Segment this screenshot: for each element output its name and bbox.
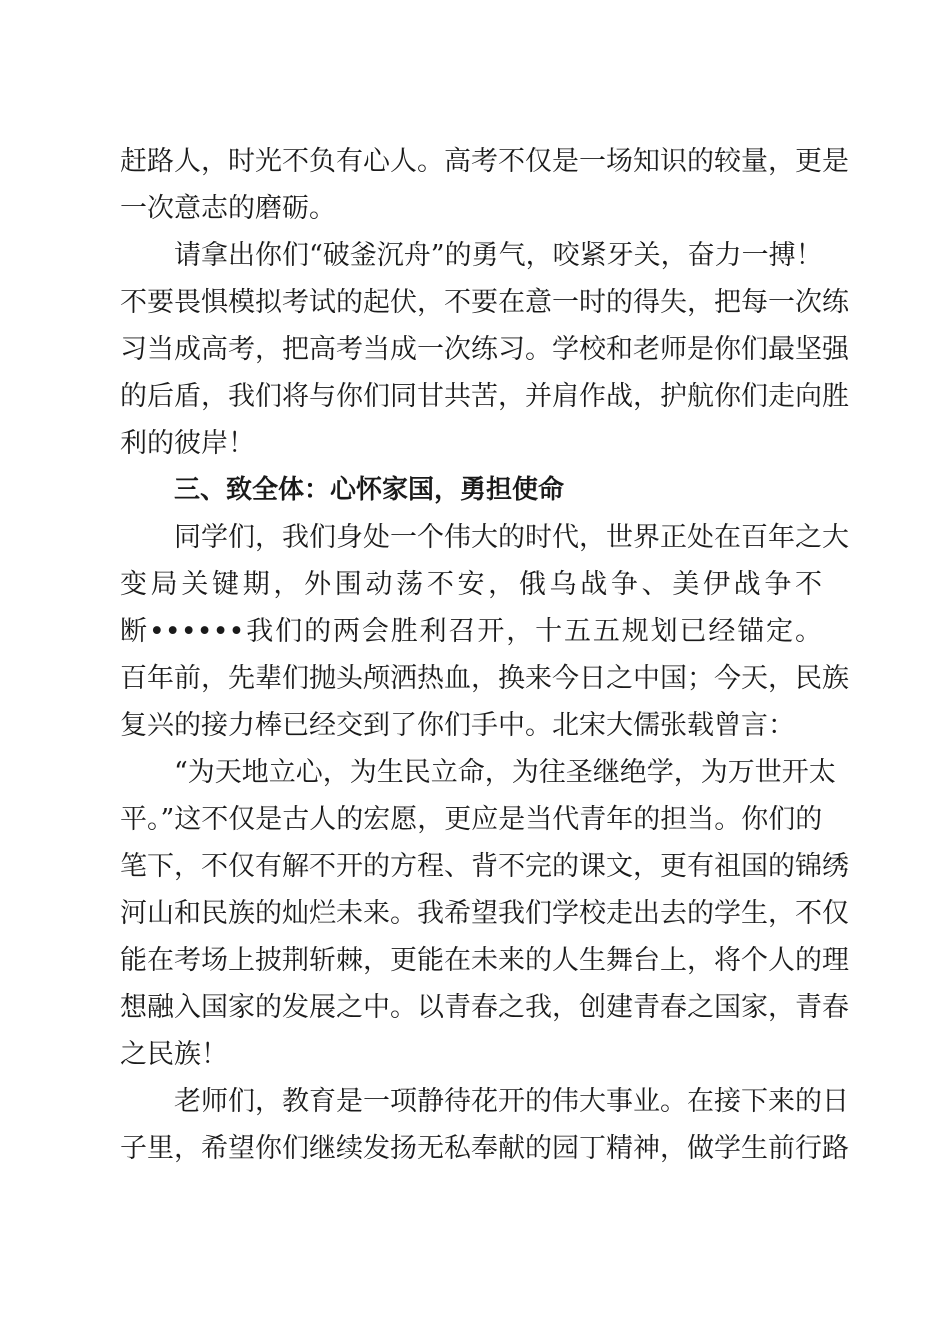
text-line: 变局关键期，外围动荡不安，俄乌战争、美伊战争不 — [120, 569, 822, 600]
text-line: 习当成高考，把高考当成一次练习。学校和老师是你们最坚强 — [120, 334, 849, 365]
text-line: 复兴的接力棒已经交到了你们手中。北宋大儒张载曾言： — [120, 710, 795, 741]
text-line: 同学们，我们身处一个伟大的时代，世界正处在百年之大 — [174, 522, 849, 553]
text-line: 一次意志的磨砺。 — [120, 193, 336, 224]
body-text — [120, 138, 849, 1172]
text-line: 的后盾，我们将与你们同甘共苦，并肩作战，护航你们走向胜 — [120, 381, 849, 412]
text-line: 河山和民族的灿烂未来。我希望我们学校走出去的学生，不仅 — [120, 898, 849, 929]
text-line: 笔下，不仅有解不开的方程、背不完的课文，更有祖国的锦绣 — [120, 851, 849, 882]
text-line: 之民族！ — [120, 1039, 228, 1070]
text-line: 断••••••我们的两会胜利召开，十五五规划已经锚定。 — [120, 616, 822, 647]
text-line: 请拿出你们“破釜沉舟”的勇气，咬紧牙关，奋力一搏！ — [174, 240, 823, 271]
text-line: 赶路人，时光不负有心人。高考不仅是一场知识的较量，更是 — [120, 146, 849, 177]
section-heading: 三、致全体：心怀家国，勇担使命 — [174, 475, 565, 505]
text-line: 想融入国家的发展之中。以青春之我，创建青春之国家，青春 — [120, 992, 849, 1023]
text-line: 不要畏惧模拟考试的起伏，不要在意一时的得失，把每一次练 — [120, 287, 849, 318]
text-line: “为天地立心，为生民立命，为往圣继绝学，为万世开太 — [174, 757, 836, 788]
text-line: 子里，希望你们继续发扬无私奉献的园丁精神，做学生前行路 — [120, 1133, 849, 1164]
text-line: 利的彼岸！ — [120, 428, 255, 459]
text-line: 百年前，先辈们抛头颅洒热血，换来今日之中国；今天，民族 — [120, 663, 849, 694]
text-line: 能在考场上披荆斩棘，更能在未来的人生舞台上，将个人的理 — [120, 945, 849, 976]
text-line: 老师们，教育是一项静待花开的伟大事业。在接下来的日 — [174, 1086, 849, 1117]
text-line: 平。”这不仅是古人的宏愿，更应是当代青年的担当。你们的 — [120, 804, 823, 835]
